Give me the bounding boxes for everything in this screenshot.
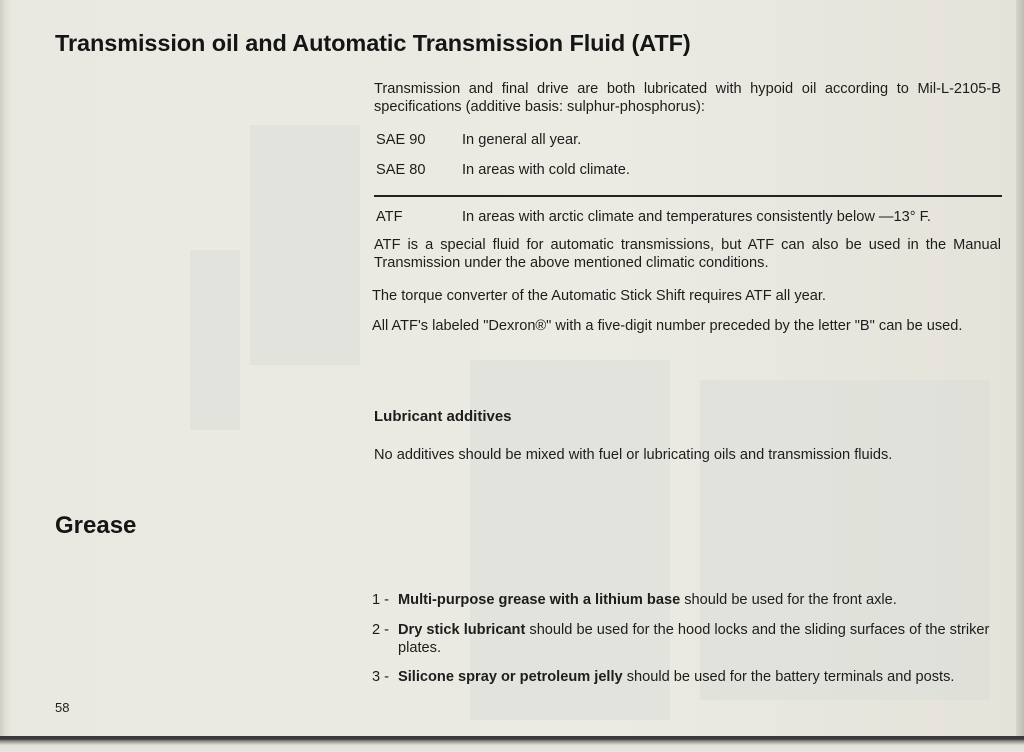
show-through-block — [250, 125, 360, 365]
additives-text: No additives should be mixed with fuel or lubricating oils and transmission fluids. — [374, 447, 893, 463]
page-number: 58 — [55, 700, 70, 715]
show-through-block — [190, 250, 240, 430]
grade-key: SAE 90 — [376, 132, 426, 148]
atf-text: In areas with arctic climate and temperatures consistently below —13° F. — [462, 209, 931, 225]
grade-text: In general all year. — [462, 132, 582, 148]
list-item-text: should be used for the front axle. — [680, 592, 897, 608]
list-item — [372, 668, 1000, 686]
list-item-text: should be used for the hood locks and the sliding surfaces of the striker plates. — [398, 622, 990, 656]
grade-text: In areas with cold climate. — [462, 162, 630, 178]
atf-row — [376, 208, 1006, 226]
torque-converter-note: The torque converter of the Automatic Stick Shift requires ATF all year. — [372, 288, 826, 304]
page-edge-right — [1016, 0, 1024, 752]
dexron-note: All ATF's labeled "Dexron®" with a five-digit number preceded by the letter "B" can be used. — [372, 318, 963, 334]
list-item-number: 3 - — [372, 669, 390, 685]
list-item-bold: Dry stick lubricant — [398, 622, 526, 638]
divider-rule — [374, 195, 1002, 197]
atf-key: ATF — [376, 209, 403, 225]
list-item-number: 1 - — [372, 592, 390, 608]
list-item-number: 2 - — [372, 622, 390, 638]
grade-row — [376, 161, 630, 179]
page-edge-bottom — [0, 736, 1024, 752]
atf-note: ATF is a special fluid for automatic transmissions, but ATF can also be used in the Manual Transmission under the above mentioned climatic conditions. — [374, 237, 1001, 271]
grade-row — [376, 131, 581, 149]
additives-heading: Lubricant additives — [374, 408, 512, 425]
list-item-bold: Silicone spray or petroleum jelly — [398, 669, 623, 685]
list-item — [372, 621, 1000, 657]
page-title: Transmission oil and Automatic Transmission Fluid (ATF) — [55, 30, 691, 56]
list-item — [372, 591, 1000, 609]
list-item-text: should be used for the battery terminals and posts. — [622, 669, 955, 685]
list-item-bold: Multi-purpose grease with a lithium base — [398, 592, 681, 608]
grade-key: SAE 80 — [376, 162, 426, 178]
grease-heading: Grease — [55, 512, 137, 539]
page-gutter — [0, 0, 6, 752]
intro-paragraph: Transmission and final drive are both lubricated with hypoid oil according to Mil-L-2105-B specifications (additive basis: sulphur-phosphorus): — [374, 81, 1001, 115]
